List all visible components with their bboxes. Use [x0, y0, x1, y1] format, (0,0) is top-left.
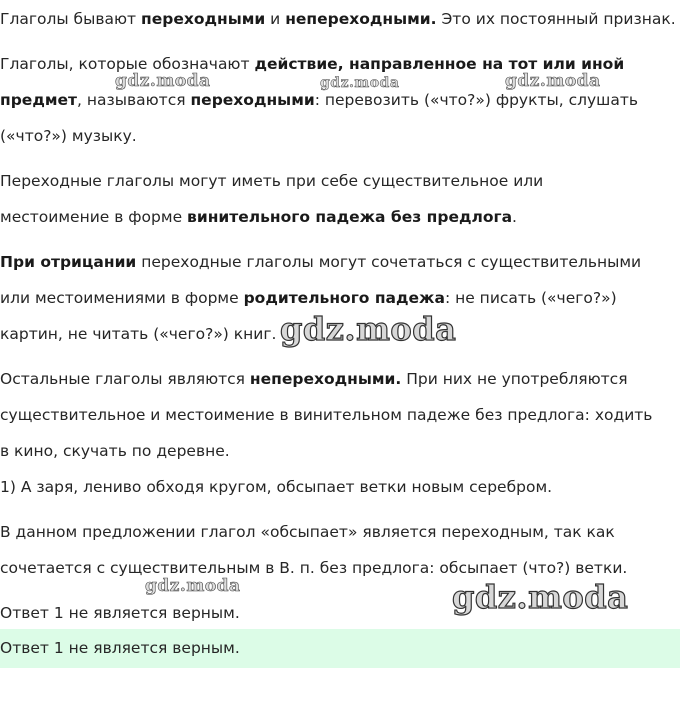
bold-term-transitive: переходными	[141, 10, 266, 28]
paragraph-negation: При отрицании переходные глаголы могут сочетаться с существительными или местоимениями в форме родительного падежа: не писать («чего?») картин, не читать («чего?») книг.	[0, 253, 642, 343]
paragraph-analysis: В данном предложении глагол «обсыпает» является переходным, так как сочетается с существительным в В. п. без предлога: обсыпает (что?) ветки.	[0, 523, 628, 577]
watermark-logo: gdz.moda	[320, 75, 400, 91]
watermark-logo: gdz.moda	[280, 310, 457, 348]
watermark-logo: gdz.moda	[115, 71, 211, 91]
paragraph-accusative: Переходные глаголы могут иметь при себе существительное или местоимение в форме винительного падежа без предлога.	[0, 172, 544, 226]
example-sentence: 1) А заря, лениво обходя кругом, обсыпает ветки новым серебром.	[0, 478, 553, 496]
paragraph-transitive-definition: Глаголы, которые обозначают действие, направленное на тот или иной предмет, называются переходными: перевозить («что?») фрукты, слушать («что?») музыку.	[0, 55, 639, 145]
watermark-logo: gdz.moda	[145, 576, 241, 596]
paragraph-intro: Глаголы бывают переходными и непереходными. Это их постоянный признак.	[0, 10, 676, 28]
bold-term-intransitive: непереходными.	[285, 10, 437, 28]
watermark-logo: gdz.moda	[452, 578, 629, 616]
answer-box: Ответ 1 не является верным.	[0, 629, 680, 668]
watermark-logo: gdz.moda	[505, 71, 601, 91]
paragraph-conclusion: Ответ 1 не является верным.	[0, 604, 240, 622]
paragraph-intransitive: Остальные глаголы являются непереходными. При них не употребляются существительное и местоимение в винительном падеже без предлога: ходить в кино, скучать по деревне.	[0, 370, 653, 460]
